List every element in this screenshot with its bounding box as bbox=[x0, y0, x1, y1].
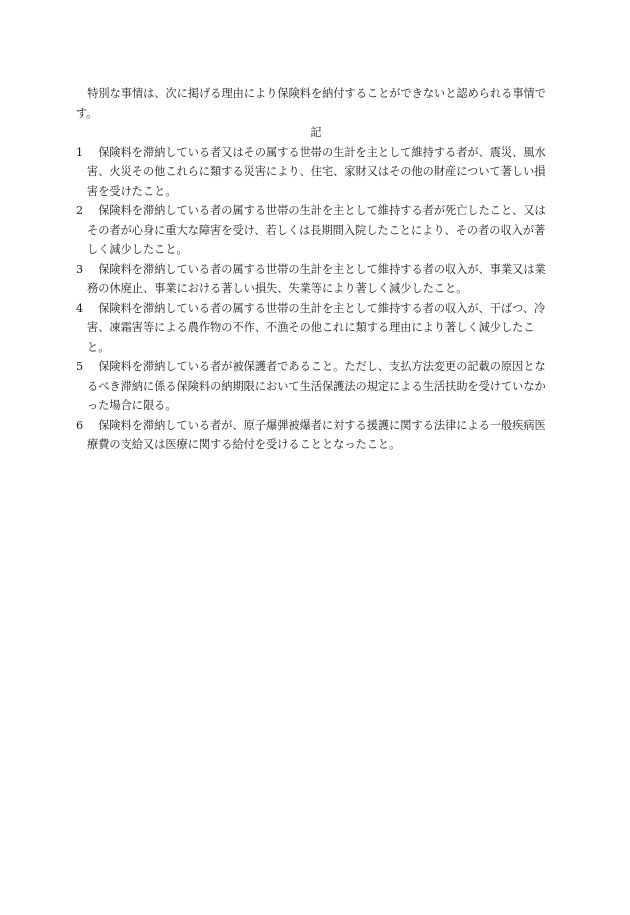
reason-text: 保険料を滞納している者が、原子爆弾被爆者に対する援護に関する法律による一般疾病医療費の支給又は医療に関する給付を受けることとなったこと。 bbox=[87, 418, 546, 451]
reason-item-6 bbox=[76, 416, 556, 455]
reason-item-1 bbox=[76, 143, 556, 202]
reason-text: 保険料を滞納している者が被保護者であること。ただし、支払方法変更の記載の原因となるべき滞納に係る保険料の納期限において生活保護法の規定による生活扶助を受けていなかった場合に限る。 bbox=[87, 360, 546, 412]
reason-number: 5 bbox=[76, 360, 84, 373]
reason-number: 1 bbox=[76, 145, 84, 159]
reason-item-4 bbox=[76, 299, 556, 358]
reason-number: 4 bbox=[76, 301, 84, 315]
reason-text: 保険料を滞納している者の属する世帯の生計を主として維持する者の収入が、事業又は業務の休廃止、事業における著しい損失、失業等により著しく減少したこと。 bbox=[87, 262, 546, 295]
reason-text: 保険料を滞納している者の属する世帯の生計を主として維持する者の収入が、干ばつ、冷害、凍霜害等による農作物の不作、不漁その他これに類する理由により著しく減少したこと。 bbox=[87, 301, 546, 354]
reason-item-3 bbox=[76, 260, 556, 299]
reason-text: 保険料を滞納している者の属する世帯の生計を主として維持する者が死亡したこと、又はその者が心身に重大な障害を受け、若しくは長期間入院したことにより、その者の収入が著しく減少したこと。 bbox=[87, 204, 546, 256]
reason-number: 2 bbox=[76, 204, 84, 217]
reason-item-2 bbox=[76, 201, 556, 260]
intro-paragraph: 特別な事情は、次に掲げる理由により保険料を納付することができないと認められる事情です。 bbox=[76, 87, 546, 120]
ki-heading: 記 bbox=[310, 126, 322, 139]
document-body bbox=[76, 84, 556, 455]
reason-list bbox=[76, 143, 556, 455]
reason-number: 6 bbox=[76, 418, 84, 432]
reason-text: 保険料を滞納している者又はその属する世帯の生計を主として維持する者が、震災、風水害、火災その他これらに類する災害により、住宅、家財又はその他の財産について著しい損害を受けたこと。 bbox=[87, 145, 546, 198]
reason-number: 3 bbox=[76, 262, 84, 276]
reason-item-5 bbox=[76, 357, 556, 416]
